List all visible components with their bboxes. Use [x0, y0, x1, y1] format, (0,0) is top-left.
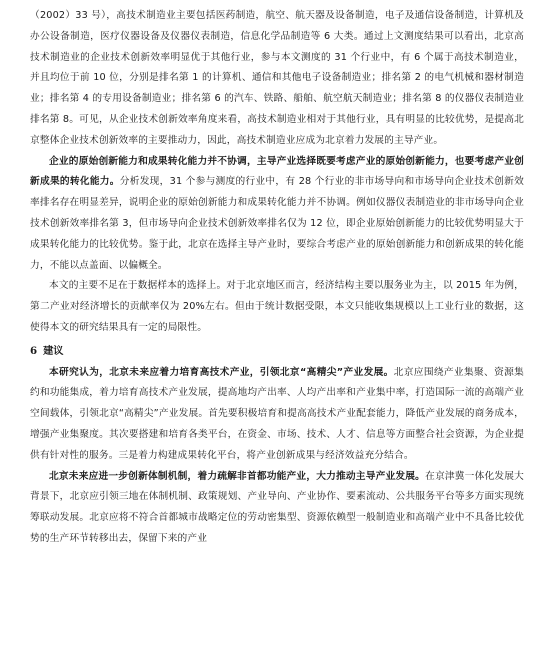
paragraph-body-text: 分析发现，31 个参与测度的行业中，有 28 个行业的非市场导向和市场导向企业技术创新效率排名存在明显差异，说明企业的原始创新能力和成果转化能力并不协调。例如仪器仪表制造业的非市场导向企业技术创新效率排名第 3，但市场导向企业技术创新效率排名仅为 12 位，即企业原始创新能力的比较优势明显大于成果转化能力的比较优势。鉴于此，北京在选择主导产业时，要综合考虑产业的原始创新能力和创新成果的转化能力，不能以点盖面、以偏概全。 — [30, 176, 524, 271]
paragraph-body-text: 在京津冀一体化发展大背景下，北京应引领三地在体制机制、政策规划、产业导向、产业协作、要素流动、公共服务平台等多方面实现统筹联动发展。北京应将不符合首都城市战略定位的劳动密集型、资源依赖型一般制造业和高端产业中不具备比较优势的生产环节转移出去，保留下来的产业 — [30, 470, 525, 544]
section-number: 6 — [30, 344, 38, 357]
paragraph-high-tech-definition: （2002）33 号），高技术制造业主要包括医药制造，航空、航天器及设备制造，电子及通信设备制造，计算机及办公设备制造，医疗仪器设备及仪器仪表制造，信息化学品制造等 6 大类。通过上文测度结果可以看出，北京高技术制造业的企业技术创新效率明显优于其他行业，参与本文测度的 31 个行业中，有 6 个属于高技术制造业，并且均位于前 10 位，分别是排名第 1 的计算机、通信和其他电子设备制造业；排名第 2 的电气机械和器材制造业；排名第 4 的专用设备制造业；排名第 6 的汽车、铁路、船舶、航空航天制造业；排名第 8 的仪器仪表制造业排名第 8。可见，从企业技术创新效率角度来看，高技术制造业相对于其他行业，具有明显的比较优势，是提高北京整体企业技术创新效率的主要推动力，因此，高技术制造业应成为北京着力发展的主导产业。 — [30, 10, 524, 146]
paragraph-limitations: 本文的主要不足在于数据样本的选择上。对于北京地区而言，经济结构主要以服务业为主，以 2015 年为例，第二产业对经济增长的贡献率仅为 20%左右。但由于统计数据受限，本文只能收集规模以上工业行业的数据，这使得本文的研究结果具有一定的局限性。 — [30, 280, 524, 333]
paragraph-lead-bold: 北京未来应进一步创新体制机制，着力疏解非首都功能产业，大力推动主导产业发展。 — [49, 470, 426, 482]
paragraph-innovation-coordination — [30, 152, 524, 277]
paragraph-lead-bold: 本研究认为，北京未来应着力培育高技术产业，引领北京“高精尖”产业发展。 — [49, 366, 394, 378]
paragraph-recommendation-institutional — [30, 467, 524, 550]
section-heading — [30, 341, 524, 363]
section-title: 建议 — [43, 345, 64, 357]
paragraph-body-text: 北京应围绕产业集聚、资源集约和功能集成，着力培育高技术产业发展，提高地均产出率、人均产出率和产业集中率，打造国际一流的高端产业空间载体，引领北京“高精尖”产业发展。首先要积极培育和提高高技术产业配套能力，降低产业发展的商务成本，增强产业集聚度。其次要搭建和培育各类平台，在资金、市场、技术、人才、信息等方面整合社会资源，为企业提供有针对性的服务。三是着力构建成果转化平台，将产业创新成果与经济效益充分结合。 — [30, 366, 524, 461]
paragraph-recommendation-high-tech — [30, 363, 524, 467]
paragraph-lead-bold: 企业的原始创新能力和成果转化能力并不协调，主导产业选择既要考虑产业的原始创新能力，也要考虑产业创新成果的转化能力。 — [30, 155, 524, 188]
